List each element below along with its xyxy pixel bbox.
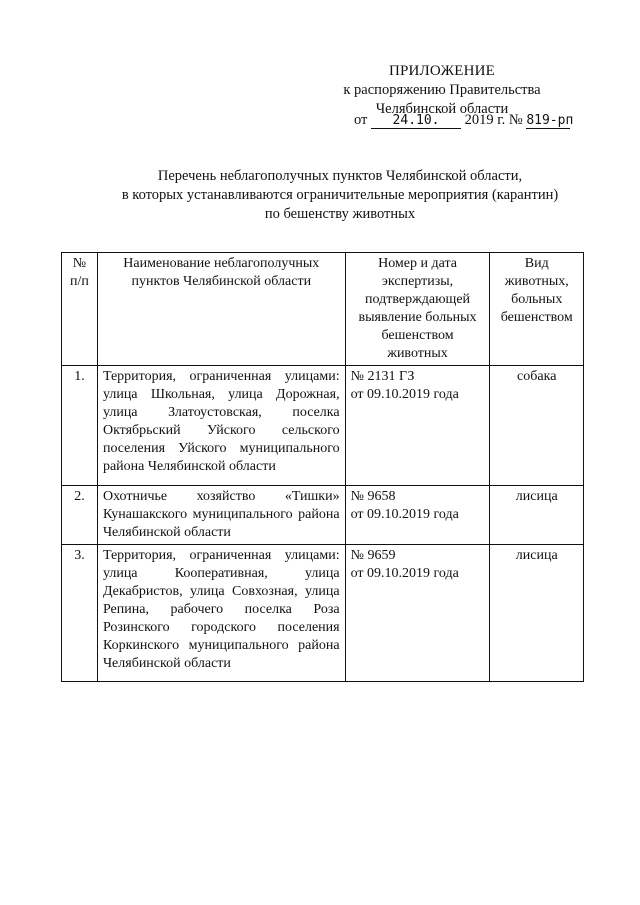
appendix-title: ПРИЛОЖЕНИЕ bbox=[388, 63, 496, 79]
table-header-row bbox=[62, 253, 584, 366]
table-row bbox=[62, 545, 584, 682]
row-expertise bbox=[345, 545, 490, 682]
document-title bbox=[60, 167, 620, 224]
row-place: Территория, ограниченная улицами: улица Кооперативная, улица Декабристов, улица Совхозная, улица Репина, рабочего поселка Роза Розинского городского поселения Коркинского муниципального района Челябинской области bbox=[97, 545, 345, 682]
expertise-number: № 9659 bbox=[350, 548, 396, 563]
expertise-number: № 9658 bbox=[350, 489, 396, 504]
expertise-date: от 09.10.2019 года bbox=[350, 566, 459, 581]
expertise-date: от 09.10.2019 года bbox=[350, 387, 459, 402]
header-number: № п/п bbox=[62, 253, 98, 366]
header-expertise: Номер и дата экспертизы, подтверждающей выявление больных бешенством животных bbox=[345, 253, 490, 366]
row-number: 1. bbox=[62, 366, 98, 486]
date-value: 24.10. bbox=[371, 113, 461, 129]
row-animal: лисица bbox=[490, 486, 584, 545]
order-number: 819-рп bbox=[526, 113, 574, 128]
row-place: Охотничье хозяйство «Тишки» Кунашакского муниципального района Челябинской области bbox=[97, 486, 345, 545]
appendix-header bbox=[312, 62, 572, 119]
table-row bbox=[62, 366, 584, 486]
appendix-line-1: к распоряжению Правительства bbox=[343, 82, 541, 98]
row-expertise bbox=[345, 486, 490, 545]
row-animal: собака bbox=[490, 366, 584, 486]
title-line-1: Перечень неблагополучных пунктов Челябинской области, bbox=[157, 168, 523, 184]
row-animal: лисица bbox=[490, 545, 584, 682]
appendix-date-line bbox=[354, 112, 574, 129]
table-row bbox=[62, 486, 584, 545]
header-animal: Вид животных, больных бешенством bbox=[490, 253, 584, 366]
header-place: Наименование неблагополучных пунктов Челябинской области bbox=[97, 253, 345, 366]
row-number: 3. bbox=[62, 545, 98, 682]
row-place: Территория, ограниченная улицами: улица Школьная, улица Дорожная, улица Златоустовская, поселка Октябрьский Уйского сельского поселения Уйского муниципального района Челябинской области bbox=[97, 366, 345, 486]
row-expertise bbox=[345, 366, 490, 486]
date-prefix: от bbox=[354, 112, 368, 128]
appendix-line-2: Челябинской области bbox=[375, 101, 509, 117]
row-number: 2. bbox=[62, 486, 98, 545]
expertise-date: от 09.10.2019 года bbox=[350, 507, 459, 522]
title-line-3: по бешенству животных bbox=[264, 206, 416, 222]
expertise-number: № 2131 ГЗ bbox=[350, 369, 415, 384]
title-line-2: в которых устанавливаются ограничительные мероприятия (карантин) bbox=[121, 187, 559, 203]
year-text: 2019 г. № bbox=[464, 112, 523, 128]
outbreak-table bbox=[61, 252, 584, 682]
